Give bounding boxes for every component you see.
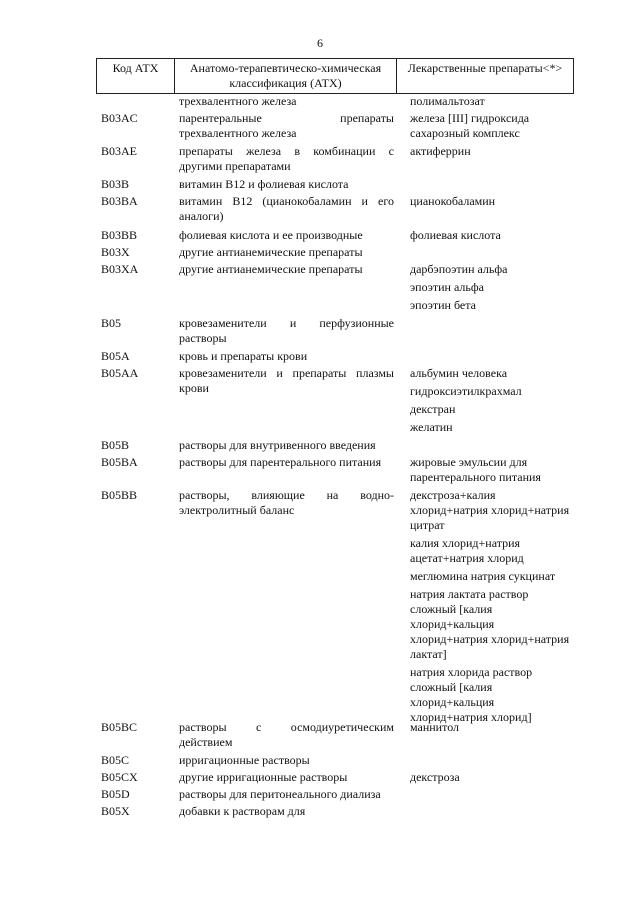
drug-item: полимальтозат bbox=[410, 94, 485, 108]
atx-classification: растворы с осмодиуретическим действием bbox=[179, 720, 394, 749]
header-code: Код АТХ bbox=[97, 59, 175, 93]
table-row bbox=[0, 438, 640, 455]
atx-classification: растворы, влияющие на водно-электролитный баланс bbox=[179, 488, 394, 517]
drug-list bbox=[410, 488, 572, 728]
drug-item: декстроза bbox=[410, 770, 460, 784]
drug-item: жировые эмульсии для парентерального питания bbox=[410, 455, 541, 484]
atx-code: B05 bbox=[101, 316, 122, 330]
drug-item: натрия хлорида раствор сложный [калия хлорид+кальция хлорид+натрия хлорид] bbox=[410, 665, 533, 724]
drug-list bbox=[410, 228, 572, 246]
atx-classification: трехвалентного железа bbox=[179, 94, 297, 108]
table-header bbox=[96, 58, 574, 94]
atx-code: B03AC bbox=[101, 111, 138, 125]
atx-code: B03BA bbox=[101, 194, 138, 208]
atx-classification: витамин B12 (цианокобаламин и его аналоги) bbox=[179, 194, 394, 223]
drug-list bbox=[410, 720, 572, 738]
atx-code: B03AE bbox=[101, 144, 137, 158]
atx-code: B05A bbox=[101, 349, 130, 363]
atx-classification: ирригационные растворы bbox=[179, 753, 310, 767]
table-row bbox=[0, 455, 640, 488]
table-row bbox=[0, 316, 640, 349]
table-row bbox=[0, 770, 640, 787]
drug-item: гидроксиэтилкрахмал bbox=[410, 384, 522, 398]
drug-list bbox=[410, 94, 572, 112]
atx-code: B05B bbox=[101, 438, 130, 452]
atx-code: B03BB bbox=[101, 228, 138, 242]
atx-classification: растворы для внутривенного введения bbox=[179, 438, 376, 452]
atx-classification: парентеральные препараты трехвалентного железа bbox=[179, 111, 394, 140]
atx-code: B05BB bbox=[101, 488, 138, 502]
atx-classification: другие ирригационные растворы bbox=[179, 770, 348, 784]
table-row bbox=[0, 111, 640, 144]
atx-classification: кровь и препараты крови bbox=[179, 349, 308, 363]
drug-item: желатин bbox=[410, 420, 453, 434]
drug-item: калия хлорид+натрия ацетат+натрия хлорид bbox=[410, 536, 524, 565]
atx-code: B05BA bbox=[101, 455, 138, 469]
table-row bbox=[0, 753, 640, 770]
drug-item: железа [III] гидроксида сахарозный комплекс bbox=[410, 111, 530, 140]
drug-item: декстран bbox=[410, 402, 456, 416]
drug-item: меглюмина натрия сукцинат bbox=[410, 569, 556, 583]
table-row bbox=[0, 144, 640, 177]
table-row bbox=[0, 194, 640, 228]
table-row bbox=[0, 366, 640, 438]
table-row bbox=[0, 262, 640, 316]
drug-list bbox=[410, 455, 572, 488]
drug-list bbox=[410, 111, 572, 144]
drug-item: натрия лактата раствор сложный [калия хлорид+кальция хлорид+натрия хлорид+натрия лактат] bbox=[410, 587, 570, 661]
table-body bbox=[0, 94, 640, 821]
table-row bbox=[0, 349, 640, 366]
drug-list bbox=[410, 194, 572, 212]
atx-code: B03XA bbox=[101, 262, 139, 276]
table-row bbox=[0, 245, 640, 262]
atx-code: B05AA bbox=[101, 366, 139, 380]
drug-list bbox=[410, 262, 572, 316]
drug-item: дарбэпоэтин альфа bbox=[410, 262, 508, 276]
atx-classification: другие антианемические препараты bbox=[179, 245, 363, 259]
atx-classification: фолиевая кислота и ее производные bbox=[179, 228, 363, 242]
atx-classification: кровезаменители и перфузионные растворы bbox=[179, 316, 394, 345]
atx-classification: растворы для парентерального питания bbox=[179, 455, 382, 469]
table-row bbox=[0, 177, 640, 194]
atx-classification: кровезаменители и препараты плазмы крови bbox=[179, 366, 394, 395]
drug-list bbox=[410, 366, 572, 438]
table-row bbox=[0, 804, 640, 821]
drug-item: эпоэтин бета bbox=[410, 298, 476, 312]
table-row bbox=[0, 720, 640, 753]
atx-classification: добавки к растворам для bbox=[179, 804, 306, 818]
atx-code: B05X bbox=[101, 804, 130, 818]
atx-code: B03X bbox=[101, 245, 130, 259]
drug-item: альбумин человека bbox=[410, 366, 508, 380]
header-classification: Анатомо-терапевтическо-химическая классификация (АТХ) bbox=[175, 59, 397, 93]
drug-item: маннитол bbox=[410, 720, 460, 734]
atx-classification: другие антианемические препараты bbox=[179, 262, 363, 276]
atx-code: B05CX bbox=[101, 770, 138, 784]
drug-item: актиферрин bbox=[410, 144, 471, 158]
atx-code: B05C bbox=[101, 753, 130, 767]
table-row bbox=[0, 488, 640, 724]
atx-code: B03B bbox=[101, 177, 130, 191]
table-row bbox=[0, 94, 640, 111]
drug-item: фолиевая кислота bbox=[410, 228, 501, 242]
drug-item: эпоэтин альфа bbox=[410, 280, 484, 294]
atx-classification: витамин B12 и фолиевая кислота bbox=[179, 177, 349, 191]
table-row bbox=[0, 787, 640, 804]
drug-item: декстроза+калия хлорид+натрия хлорид+натрия цитрат bbox=[410, 488, 570, 532]
drug-list bbox=[410, 770, 572, 788]
atx-code: B05BC bbox=[101, 720, 138, 734]
table-row bbox=[0, 228, 640, 245]
page-number: 6 bbox=[317, 36, 323, 50]
atx-classification: препараты железа в комбинации с другими препаратами bbox=[179, 144, 394, 173]
atx-code: B05D bbox=[101, 787, 130, 801]
drug-item: цианокобаламин bbox=[410, 194, 496, 208]
header-drugs: Лекарственные препараты<*> bbox=[407, 61, 563, 75]
drug-list bbox=[410, 144, 572, 162]
atx-classification: растворы для перитонеального диализа bbox=[179, 787, 381, 801]
